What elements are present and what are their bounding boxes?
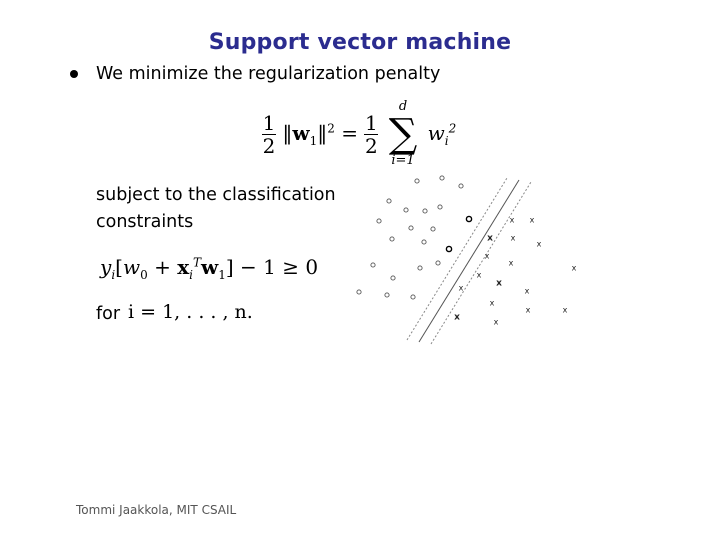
cross-point: x bbox=[458, 283, 464, 293]
cross-point: x bbox=[476, 270, 482, 280]
slide-title: Support vector machine bbox=[208, 30, 512, 55]
circle-point bbox=[423, 209, 427, 213]
cross-point: x bbox=[454, 312, 460, 323]
decision-boundary bbox=[419, 180, 519, 342]
index-range: i = 1, . . . , n. bbox=[128, 301, 253, 323]
circle-point bbox=[357, 290, 361, 294]
circle-point bbox=[440, 176, 444, 180]
for-label: for bbox=[96, 304, 121, 324]
circle-point bbox=[466, 216, 471, 221]
circle-point bbox=[459, 184, 463, 188]
circle-point bbox=[446, 246, 451, 251]
bullet-text: We minimize the regularization penalty bbox=[96, 64, 441, 84]
cross-point: x bbox=[496, 278, 502, 289]
circle-point bbox=[404, 208, 408, 212]
circle-point bbox=[431, 227, 435, 231]
summation: d ∑ i=1 bbox=[388, 99, 418, 168]
cross-point: x bbox=[487, 233, 493, 244]
circle-point bbox=[436, 261, 440, 265]
circle-point bbox=[390, 237, 394, 241]
cross-point: x bbox=[536, 239, 542, 249]
cross-point: x bbox=[529, 215, 535, 225]
margin-line-right bbox=[431, 182, 531, 344]
circle-point bbox=[385, 293, 389, 297]
penalty-equation: $\frac{1}{2}$ $‖w_1‖^2$ = $\frac{1}{2}$ d ∑ i=1 $w_i^2$ bbox=[262, 99, 457, 168]
circle-point bbox=[415, 179, 419, 183]
cross-point: x bbox=[493, 317, 499, 327]
fraction-half-2: $\frac{1}{2}$ bbox=[364, 110, 378, 158]
class-circles bbox=[357, 176, 472, 299]
circle-point bbox=[438, 205, 442, 209]
circle-point bbox=[411, 295, 415, 299]
cross-point: x bbox=[524, 286, 530, 296]
cross-point: x bbox=[571, 263, 577, 273]
constraint-equation: $y_i[w_0 + x_i^Tw_1] - 1 \ge 0$ bbox=[100, 255, 319, 282]
circle-point bbox=[391, 276, 395, 280]
bullet-dot bbox=[70, 70, 78, 78]
cross-point: x bbox=[525, 305, 531, 315]
circle-point bbox=[387, 199, 391, 203]
circle-point bbox=[409, 226, 413, 230]
fraction-half: $\frac{1}{2}$ bbox=[262, 110, 276, 158]
footer: Tommi Jaakkola, MIT CSAIL bbox=[76, 503, 237, 517]
constraint-text-1: subject to the classification bbox=[96, 185, 336, 205]
constraint-text-2: constraints bbox=[96, 212, 194, 232]
cross-point: x bbox=[508, 258, 514, 268]
cross-point: x bbox=[510, 233, 516, 243]
class-crosses bbox=[454, 216, 577, 327]
cross-point: x bbox=[489, 298, 495, 308]
svm-diagram bbox=[345, 170, 585, 350]
cross-point: x bbox=[562, 305, 568, 315]
circle-point bbox=[371, 263, 375, 267]
cross-point: x bbox=[484, 251, 490, 261]
circle-point bbox=[418, 266, 422, 270]
circle-point bbox=[377, 219, 381, 223]
cross-point: x bbox=[509, 215, 515, 225]
circle-point bbox=[422, 240, 426, 244]
